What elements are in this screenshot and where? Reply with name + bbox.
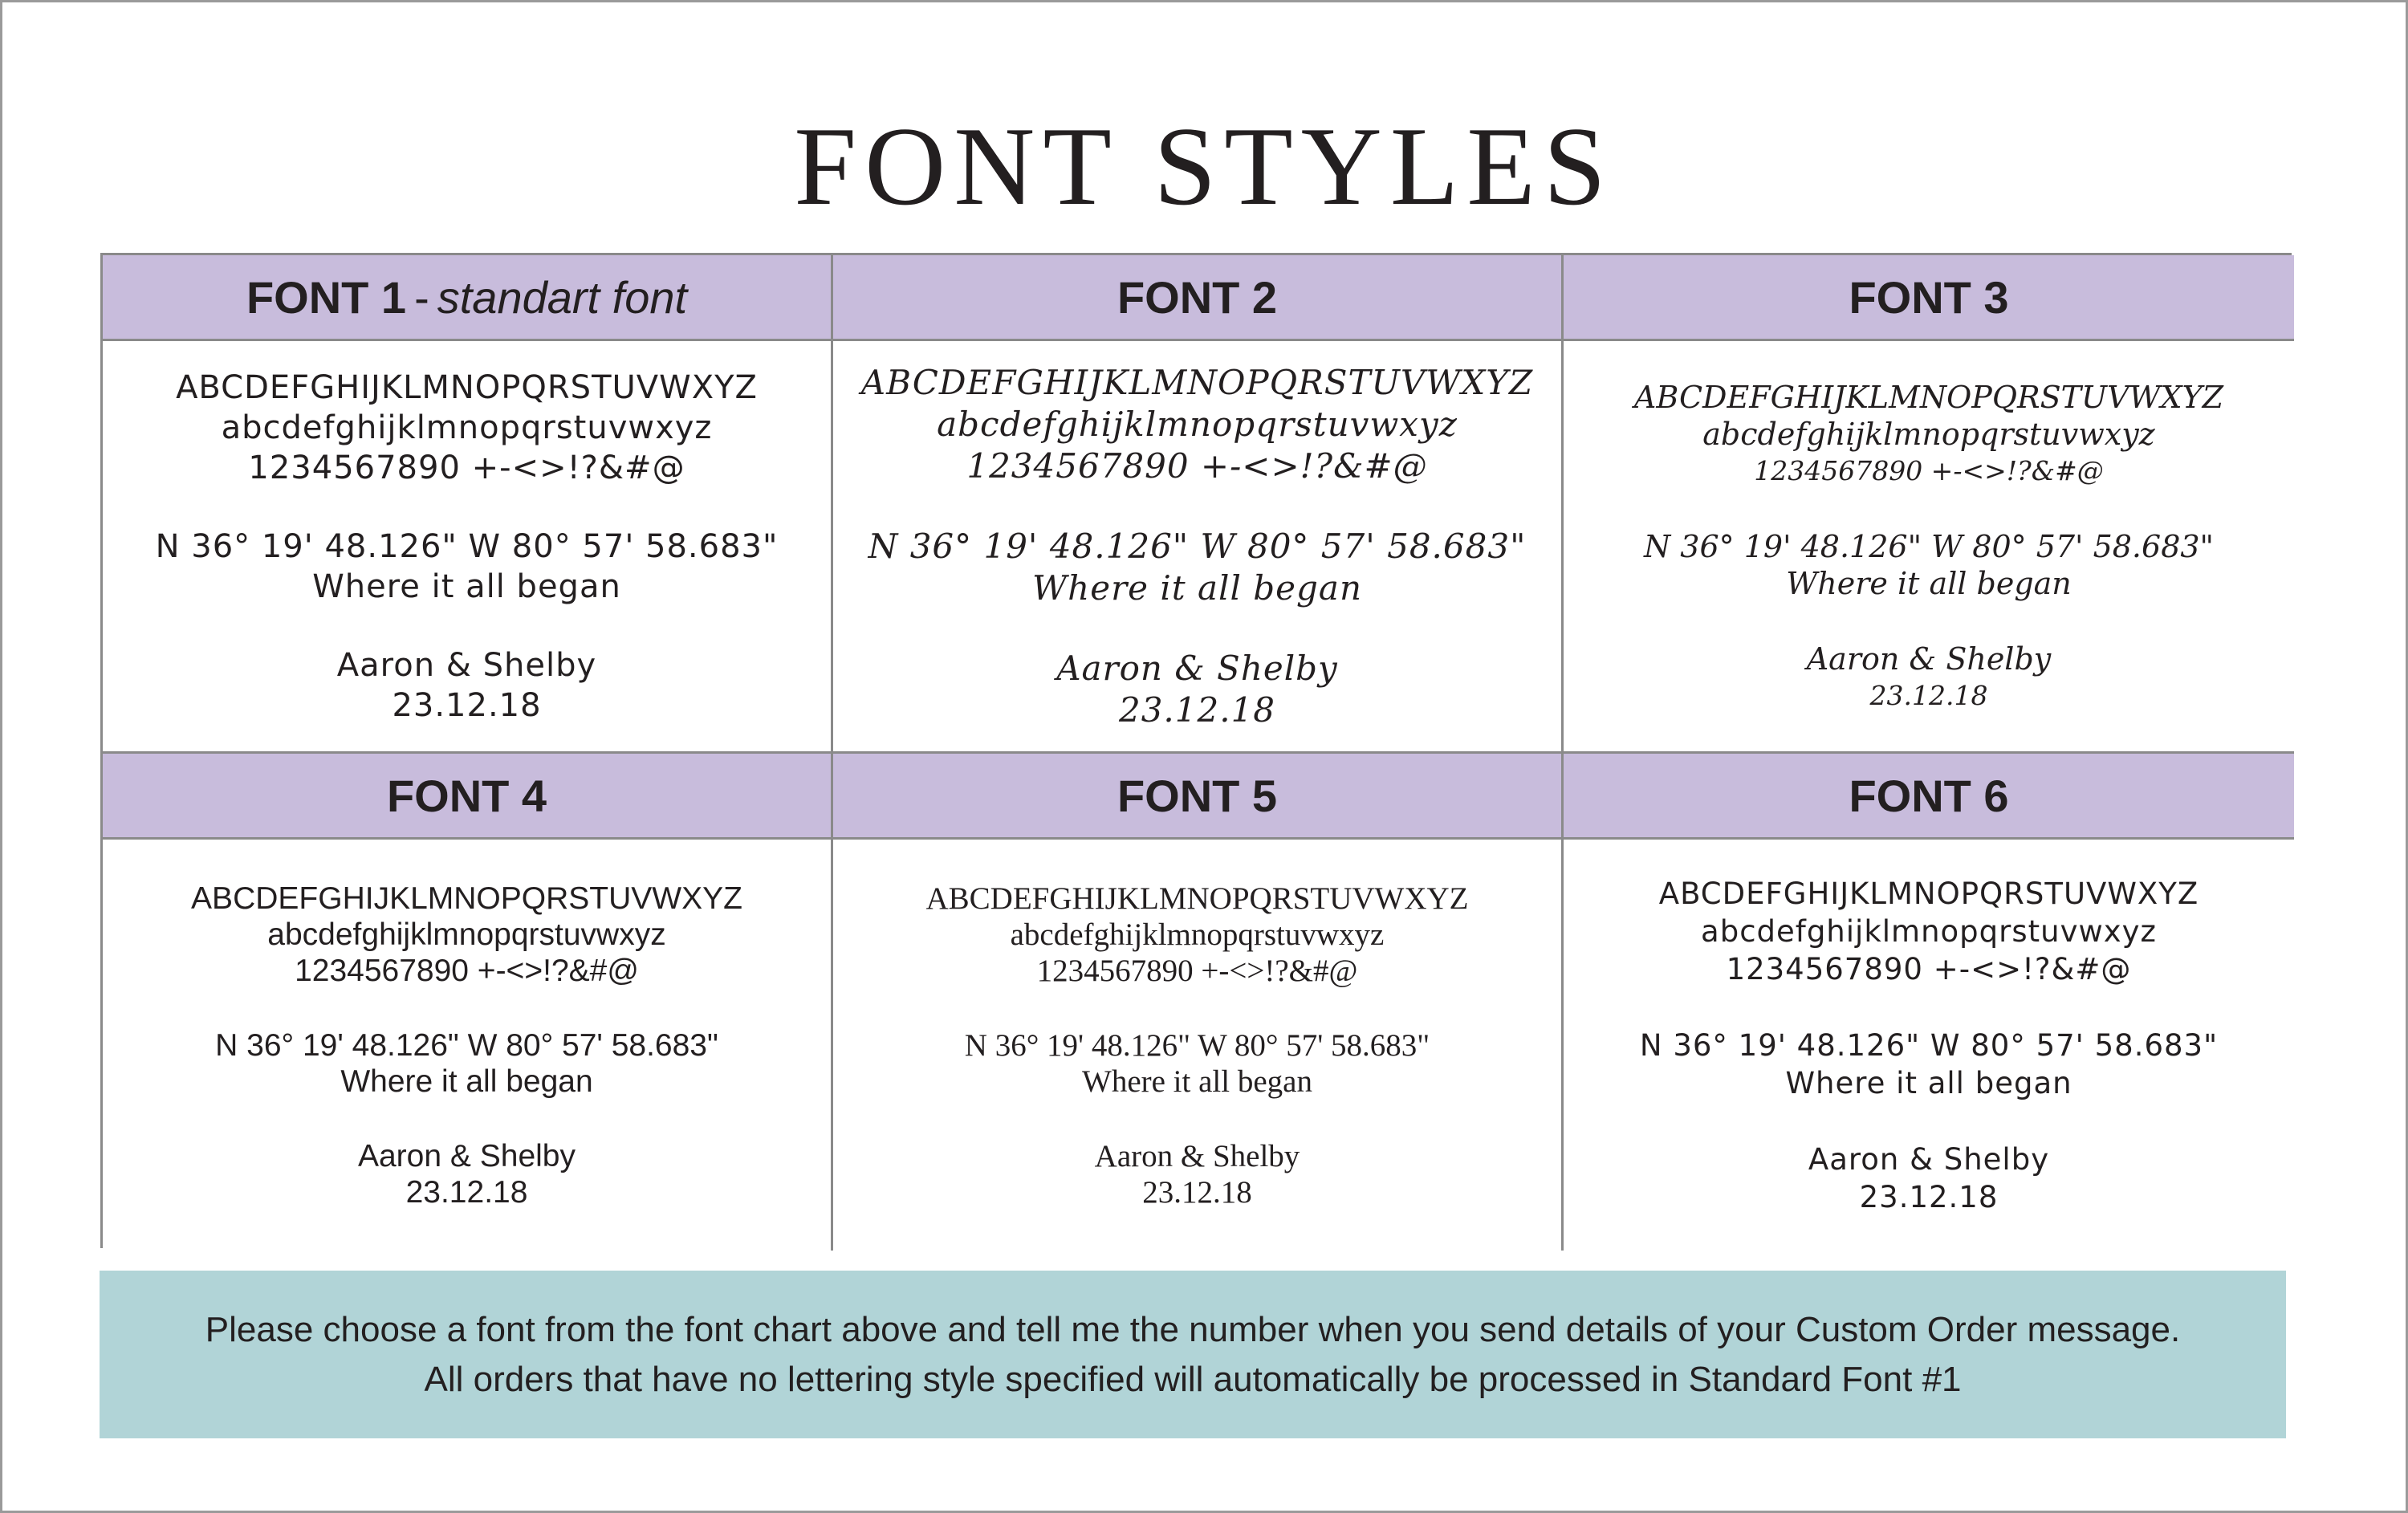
font-2-tagline: Where it all began (1032, 567, 1362, 608)
font-3-date: 23.12.18 (1869, 679, 1988, 711)
font-3-uppercase: ABCDEFGHIJKLMNOPQRSTUVWXYZ (1633, 379, 2224, 415)
font-4-header (103, 754, 833, 840)
font-4-lowercase: abcdefghijklmnopqrstuvwxyz (267, 917, 666, 952)
font-6-date: 23.12.18 (1859, 1179, 1999, 1214)
font-1-tagline: Where it all began (312, 567, 621, 605)
font-6-coordinates: N 36° 19' 48.126" W 80° 57' 58.683" (1639, 1027, 2219, 1063)
font-6-sample (1564, 840, 2294, 1251)
font-5-date: 23.12.18 (1142, 1174, 1252, 1210)
font-5-lowercase: abcdefghijklmnopqrstuvwxyz (1010, 917, 1385, 952)
font-5-coordinates: N 36° 19' 48.126" W 80° 57' 58.683" (964, 1027, 1430, 1063)
font-5-header (833, 754, 1564, 840)
font-4-tagline: Where it all began (340, 1064, 593, 1099)
font-3-sample (1564, 341, 2294, 754)
font-6-lowercase: abcdefghijklmnopqrstuvwxyz (1701, 913, 2157, 949)
font-1-names: Aaron & Shelby (336, 646, 597, 684)
font-2-uppercase: ABCDEFGHIJKLMNOPQRSTUVWXYZ (860, 362, 1534, 402)
font-6-header (1564, 754, 2294, 840)
font-5-uppercase: ABCDEFGHIJKLMNOPQRSTUVWXYZ (925, 881, 1469, 916)
font-4-uppercase: ABCDEFGHIJKLMNOPQRSTUVWXYZ (191, 881, 742, 916)
font-4-coordinates: N 36° 19' 48.126" W 80° 57' 58.683" (215, 1027, 718, 1063)
instructions-line-2: All orders that have no lettering style specified will automatically be processed in Standard Font #1 (424, 1359, 1962, 1399)
font-4-names: Aaron & Shelby (357, 1138, 576, 1173)
font-chart (100, 253, 2292, 1248)
font-4-date: 23.12.18 (405, 1174, 528, 1210)
font-6-digits: 1234567890 +-<>!?&#@ (1726, 951, 2132, 986)
instructions-note (100, 1271, 2286, 1438)
font-2-lowercase: abcdefghijklmnopqrstuvwxyz (937, 404, 1458, 444)
font-4-digits: 1234567890 +-<>!?&#@ (295, 953, 639, 988)
font-1-lowercase: abcdefghijklmnopqrstuvwxyz (221, 409, 713, 446)
font-2-names: Aaron & Shelby (1056, 648, 1338, 688)
font-5-names: Aaron & Shelby (1094, 1138, 1300, 1173)
font-5-heading: FONT 5 (1117, 770, 1278, 821)
font-1-header (103, 255, 833, 341)
font-1-sample (103, 341, 833, 754)
font-5-sample (833, 840, 1564, 1251)
font-1-digits: 1234567890 +-<>!?&#@ (248, 449, 685, 486)
page-title: FONT STYLES (794, 104, 1614, 229)
font-6-names: Aaron & Shelby (1808, 1141, 2050, 1177)
font-6-tagline: Where it all began (1785, 1065, 2072, 1100)
instructions-line-1: Please choose a font from the font chart above and tell me the number when you send details of your Custom Order message. (205, 1309, 2181, 1349)
font-2-date: 23.12.18 (1118, 689, 1276, 730)
font-6-uppercase: ABCDEFGHIJKLMNOPQRSTUVWXYZ (1658, 876, 2199, 911)
font-4-heading: FONT 4 (386, 770, 547, 821)
font-4-sample (103, 840, 833, 1251)
font-3-digits: 1234567890 +-<>!?&#@ (1754, 454, 2104, 486)
font-1-date: 23.12.18 (392, 686, 542, 724)
font-1-coordinates: N 36° 19' 48.126" W 80° 57' 58.683" (155, 527, 779, 565)
font-6-heading: FONT 6 (1849, 770, 2009, 821)
font-3-coordinates: N 36° 19' 48.126" W 80° 57' 58.683" (1643, 528, 2215, 564)
font-3-header (1564, 255, 2294, 341)
font-1-heading-separator: - (414, 271, 429, 323)
font-2-digits: 1234567890 +-<>!?&#@ (966, 445, 1428, 486)
font-5-tagline: Where it all began (1082, 1064, 1312, 1099)
font-2-coordinates: N 36° 19' 48.126" W 80° 57' 58.683" (868, 526, 1527, 566)
font-2-header (833, 255, 1564, 341)
font-1-heading-subtitle: standart font (437, 271, 688, 323)
font-3-tagline: Where it all began (1786, 565, 2072, 601)
font-1-uppercase: ABCDEFGHIJKLMNOPQRSTUVWXYZ (176, 368, 758, 406)
font-3-names: Aaron & Shelby (1806, 641, 2052, 677)
font-1-heading: FONT 1 (246, 271, 407, 323)
font-2-sample (833, 341, 1564, 754)
font-3-heading: FONT 3 (1849, 271, 2009, 323)
font-2-heading: FONT 2 (1117, 271, 1278, 323)
font-3-lowercase: abcdefghijklmnopqrstuvwxyz (1702, 416, 2155, 452)
font-5-digits: 1234567890 +-<>!?&#@ (1036, 953, 1358, 988)
